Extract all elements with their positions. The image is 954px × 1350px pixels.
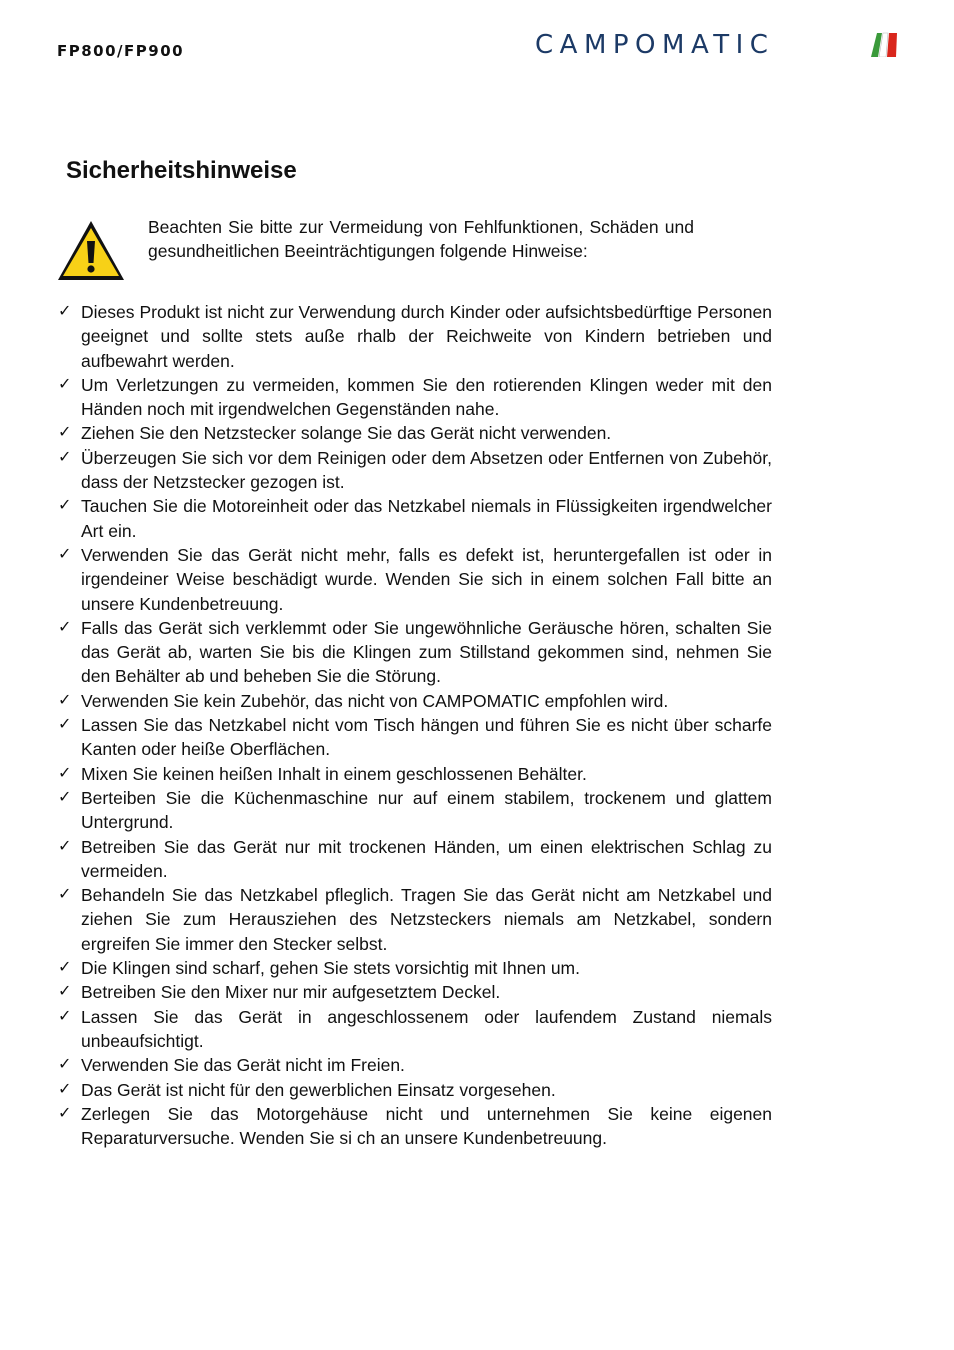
list-item — [58, 786, 772, 835]
italian-flag-icon — [869, 31, 899, 57]
list-item — [58, 543, 772, 616]
list-item — [58, 446, 772, 495]
checkmark-icon: ✓ — [58, 959, 72, 977]
checkmark-icon: ✓ — [58, 618, 72, 636]
list-item-text: Die Klingen sind scharf, gehen Sie stets vorsichtig mit Ihnen um. — [81, 958, 580, 979]
checkmark-icon: ✓ — [58, 983, 72, 1001]
checkmark-icon: ✓ — [58, 837, 72, 855]
checkmark-icon: ✓ — [58, 545, 72, 563]
list-item — [58, 980, 772, 1004]
list-item-text: Dieses Produkt ist nicht zur Verwendung durch Kinder oder aufsichtsbedürftige Personen geeignet und sollte stets auße rhalb der Reichweite von Kindern betrieben und aufbewahrt werden. — [81, 302, 772, 371]
checkmark-icon: ✓ — [58, 886, 72, 904]
checkmark-icon: ✓ — [58, 1007, 72, 1025]
checkmark-icon: ✓ — [58, 375, 72, 393]
list-item-text: Tauchen Sie die Motoreinheit oder das Netzkabel niemals in Flüssigkeiten irgendwelcher Art ein. — [81, 496, 772, 541]
list-item — [58, 421, 772, 445]
intro-text: Beachten Sie bitte zur Vermeidung von Fehlfunktionen, Schäden und gesundheitlichen Beeinträchtigungen folgende Hinweise: — [148, 217, 694, 262]
list-item — [58, 300, 772, 373]
list-item-text: Behandeln Sie das Netzkabel pfleglich. Tragen Sie das Gerät nicht am Netzkabel und ziehen Sie zum Herausziehen des Netzsteckers niemals am Netzkabel, sondern ergreifen Sie immer den Stecker selbst. — [81, 885, 772, 954]
checkmark-icon: ✓ — [58, 716, 72, 734]
list-item — [58, 1102, 772, 1151]
campomatic-logo — [535, 30, 899, 60]
list-item-text: Betreiben Sie das Gerät nur mit trockenen Händen, um einen elektrischen Schlag zu vermeiden. — [81, 836, 772, 881]
list-item-text: Ziehen Sie den Netzstecker solange Sie das Gerät nicht verwenden. — [81, 423, 612, 444]
model-number: FP800/FP900 — [57, 42, 185, 60]
list-item-text: Mixen Sie keinen heißen Inhalt in einem geschlossenen Behälter. — [81, 763, 587, 784]
list-item-text: Lassen Sie das Netzkabel nicht vom Tisch hängen und führen Sie es nicht über scharfe Kanten oder heiße Oberflächen. — [81, 715, 772, 760]
checkmark-icon: ✓ — [58, 764, 72, 782]
safety-list — [58, 300, 772, 1150]
page-title: Sicherheitshinweise — [66, 157, 297, 184]
checkmark-icon: ✓ — [58, 691, 72, 709]
list-item — [58, 883, 772, 956]
checkmark-icon: ✓ — [58, 424, 72, 442]
list-item-text: Berteiben Sie die Küchenmaschine nur auf einem stabilem, trockenem und glattem Untergrund. — [81, 787, 772, 833]
list-item-text: Lassen Sie das Gerät in angeschlossenem oder laufendem Zustand niemals unbeaufsichtigt. — [81, 1006, 772, 1051]
list-item — [58, 956, 772, 980]
list-item-text: Betreiben Sie den Mixer nur mir aufgesetztem Deckel. — [81, 982, 501, 1003]
list-item — [58, 1078, 772, 1102]
checkmark-icon: ✓ — [58, 1080, 72, 1098]
list-item-text: Verwenden Sie das Gerät nicht mehr, falls es defekt ist, heruntergefallen ist oder in irgendeiner Weise beschädigt wurde. Wenden Sie sich in einem solchen Fall bitte an unsere Kundenbetreuung. — [81, 544, 772, 614]
list-item-text: Verwenden Sie das Gerät nicht im Freien. — [81, 1055, 405, 1076]
list-item — [58, 1053, 772, 1077]
checkmark-icon: ✓ — [58, 1104, 72, 1122]
list-item-text: Verwenden Sie kein Zubehör, das nicht von CAMPOMATIC empfohlen wird. — [81, 690, 669, 711]
checkmark-icon: ✓ — [58, 303, 72, 320]
list-item — [58, 713, 772, 762]
list-item — [58, 616, 772, 689]
list-item — [58, 835, 772, 884]
list-item — [58, 689, 772, 713]
checkmark-icon: ✓ — [58, 1056, 72, 1074]
list-item — [58, 373, 772, 422]
list-item-text: Das Gerät ist nicht für den gewerblichen Einsatz vorgesehen. — [81, 1079, 556, 1100]
brand-name: CAMPOMATIC — [535, 30, 775, 60]
list-item — [58, 762, 772, 786]
list-item-text: Überzeugen Sie sich vor dem Reinigen oder dem Absetzen oder Entfernen von Zubehör, dass der Netzstecker gezogen ist. — [81, 447, 772, 493]
list-item-text: Um Verletzungen zu vermeiden, kommen Sie den rotierenden Klingen weder mit den Händen noch mit irgendwelchen Gegenständen nahe. — [81, 374, 772, 420]
warning-triangle-icon — [56, 219, 126, 282]
checkmark-icon: ✓ — [58, 497, 72, 515]
checkmark-icon: ✓ — [58, 788, 72, 806]
list-item — [58, 1005, 772, 1054]
list-item-text: Falls das Gerät sich verklemmt oder Sie ungewöhnliche Geräusche hören, schalten Sie das Gerät ab, warten Sie bis die Klingen zum Stillstand gekommen sind, nehmen Sie den Behälter ab und beheben Sie die Störung. — [81, 617, 772, 687]
checkmark-icon: ✓ — [58, 448, 72, 466]
list-item-text: Zerlegen Sie das Motorgehäuse nicht und unternehmen Sie keine eigenen Reparaturversuche. Wenden Sie si ch an unsere Kundenbetreuung. — [81, 1103, 772, 1149]
list-item — [58, 494, 772, 543]
